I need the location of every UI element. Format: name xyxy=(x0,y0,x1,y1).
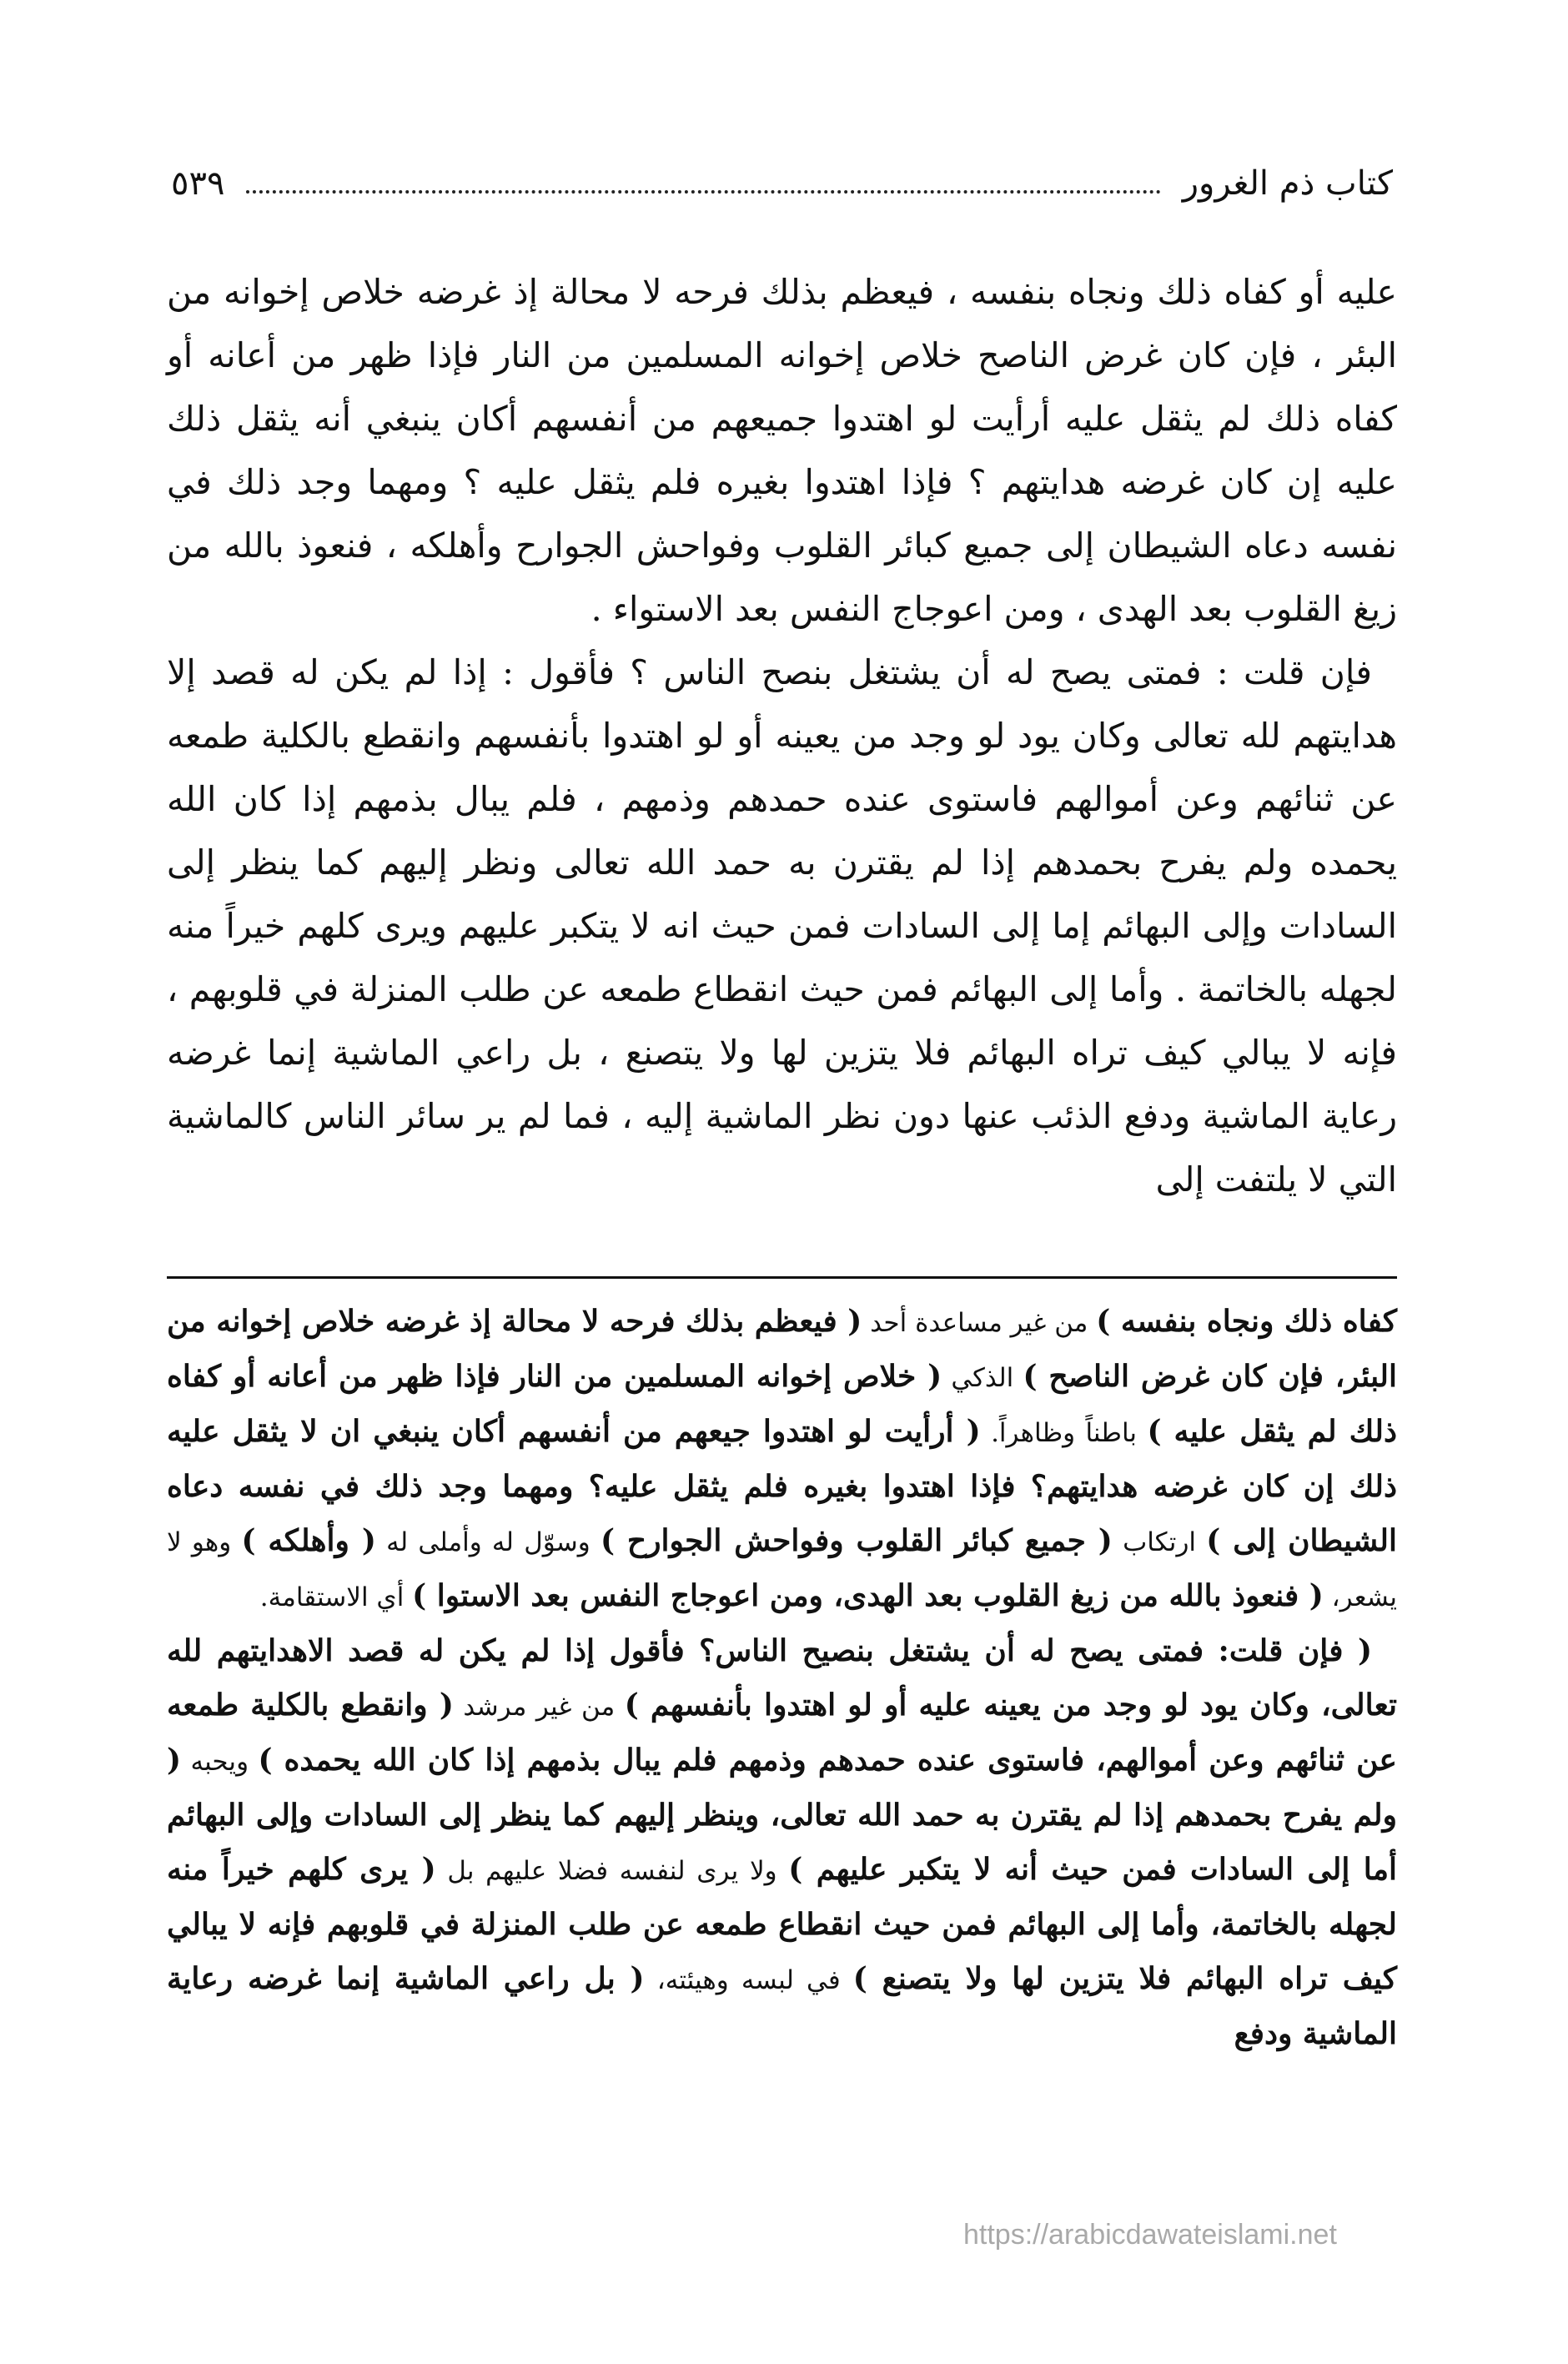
explanation-segment: ولا يرى لنفسه فضلا عليهم بل xyxy=(435,1856,789,1886)
explanation-segment: في لبسه وهيئته، xyxy=(644,1965,853,1995)
explanation-segment: ويحبه xyxy=(181,1747,259,1777)
quoted-text-segment: ( أرأيت لو اهتدوا جيعهم من أنفسهم أكان ينبغي ان لا يثقل عليه ذلك إن كان غرضه هدايتهم؟ فإذا اهتدوا بغيره فلم يثقل عليه؟ ومهما وجد ذلك في نفسه دعاه الشيطان إلى ) xyxy=(167,1414,1397,1558)
running-title: كتاب ذم الغرور xyxy=(1182,164,1393,203)
header-dotted-leader xyxy=(246,190,1160,194)
quoted-text-segment: ( فنعوذ بالله من زيغ القلوب بعد الهدى، ومن اعوجاج النفس بعد الاستوا ) xyxy=(412,1578,1324,1613)
explanation-segment: من غير مساعدة أحد xyxy=(862,1308,1097,1338)
explanation-segment: وسوّل له وأملى له xyxy=(375,1527,601,1557)
main-paragraph: فإن قلت : فمتى يصح له أن يشتغل بنصح الناس ؟ فأقول : إذا لم يكن له قصد إلا هدايتهم لله تعالى وكان يود لو وجد من يعينه أو لو اهتدوا بأنفسهم وانقطع بالكلية طمعه عن ثنائهم وعن أموالهم فاستوى عنده حمدهم وذمهم ، فلم يبال بذمهم إذا كان الله يحمده ولم يفرح بحمدهم إذا لم يقترن به حمد الله تعالى ونظر إليهم كما ينظر إلى السادات وإلى البهائم إما إلى السادات فمن حيث انه لا يتكبر عليهم ويرى كلهم خيراً منه لجهله بالخاتمة . وأما إلى البهائم فمن حيث انقطاع طمعه عن طلب المنزلة في قلوبهم ، فإنه لا يبالي كيف تراه البهائم فلا يتزين لها ولا يتصنع ، بل راعي الماشية إنما غرضه رعاية الماشية ودفع الذئب عنها دون نظر الماشية إليه ، فما لم ير سائر الناس كالماشية التي لا يلتفت إلى xyxy=(167,652,1397,1200)
quoted-text-segment: ( يرى كلهم خيراً منه لجهله بالخاتمة، وأما إلى البهائم فمن حيث انقطاع طمعه عن طلب المنزلة في قلوبهم فإنه لا يبالي كيف تراه البهائم فلا يتزين لها ولا يتصنع ) xyxy=(167,1852,1398,1996)
quoted-text-segment: ( فيعظم بذلك فرحه لا محالة إذ غرضه خلاص إخوانه من البئر، فإن كان غرض الناصح ) xyxy=(167,1304,1397,1394)
commentary-text xyxy=(167,1295,1397,2061)
commentary-paragraph xyxy=(167,1624,1397,2061)
quoted-text-segment: ( ولم يفرح بحمدهم إذا لم يقترن به حمد الله تعالى، وينظر إليهم كما ينظر إلى السادات وإلى البهائم أما إلى السادات فمن حيث أنه لا يتكبر عليهم ) xyxy=(167,1743,1397,1887)
main-paragraph: عليه أو كفاه ذلك ونجاه بنفسه ، فيعظم بذلك فرحه لا محالة إذ غرضه خلاص إخوانه من البئر ، فإن كان غرض الناصح خلاص إخوانه المسلمين من النار فإذا ظهر من أعانه أو كفاه ذلك لم يثقل عليه أرأيت لو اهتدوا جميعهم من أنفسهم أكان ينبغي أنه يثقل ذلك عليه إن كان غرضه هدايتهم ؟ فإذا اهتدوا بغيره فلم يثقل عليه ؟ ومهما وجد ذلك في نفسه دعاه الشيطان إلى جميع كبائر القلوب وفواحش الجوارح وأهلكه ، فنعوذ بالله من زيغ القلوب بعد الهدى ، ومن اعوجاج النفس بعد الاستواء . xyxy=(167,272,1397,629)
explanation-segment: الذكي xyxy=(942,1363,1023,1393)
main-text xyxy=(167,260,1397,1211)
explanation-segment: من غير مرشد xyxy=(453,1692,625,1722)
quoted-text-segment: ( جميع كبائر القلوب وفواحش الجوارح ) xyxy=(600,1523,1113,1558)
quoted-text-segment: ( بل راعي الماشية إنما غرضه رعاية الماشية ودفع xyxy=(167,1961,1397,2051)
page-number: ٥٣٩ xyxy=(171,164,225,203)
quoted-text-segment: ( وأهلكه ) xyxy=(241,1523,376,1558)
quoted-text-segment: ( خلاص إخوانه المسلمين من النار فإذا ظهر من أعانه أو كفاه ذلك لم يثقل عليه ) xyxy=(167,1359,1397,1449)
explanation-segment: وهو لا يشعر، xyxy=(167,1527,1397,1612)
commentary-divider xyxy=(167,1276,1397,1279)
quoted-text-segment: كفاه ذلك ونجاه بنفسه ) xyxy=(1096,1304,1398,1339)
watermark-url: https://arabicdawateislami.net xyxy=(963,2219,1337,2251)
commentary-paragraph xyxy=(167,1295,1397,1624)
page-header xyxy=(171,150,1393,217)
explanation-segment: باطناً وظاهراً. xyxy=(980,1418,1148,1448)
quoted-text-segment: ( وانقطع بالكلية طمعه عن ثنائهم وعن أموالهم، فاستوى عنده حمدهم وذمهم فلم يبال بذمهم إذا كان الله يحمده ) xyxy=(167,1687,1397,1778)
explanation-segment: ارتكاب xyxy=(1112,1527,1207,1557)
quoted-text-segment: ( فإن قلت: فمتى يصح له أن يشتغل بنصيح الناس؟ فأقول إذا لم يكن له قصد الاهدايتهم لله تعالى، وكان يود لو وجد من يعينه عليه أو لو اهتدوا بأنفسهم ) xyxy=(167,1633,1398,1723)
explanation-segment: أي الاستقامة. xyxy=(259,1582,413,1612)
